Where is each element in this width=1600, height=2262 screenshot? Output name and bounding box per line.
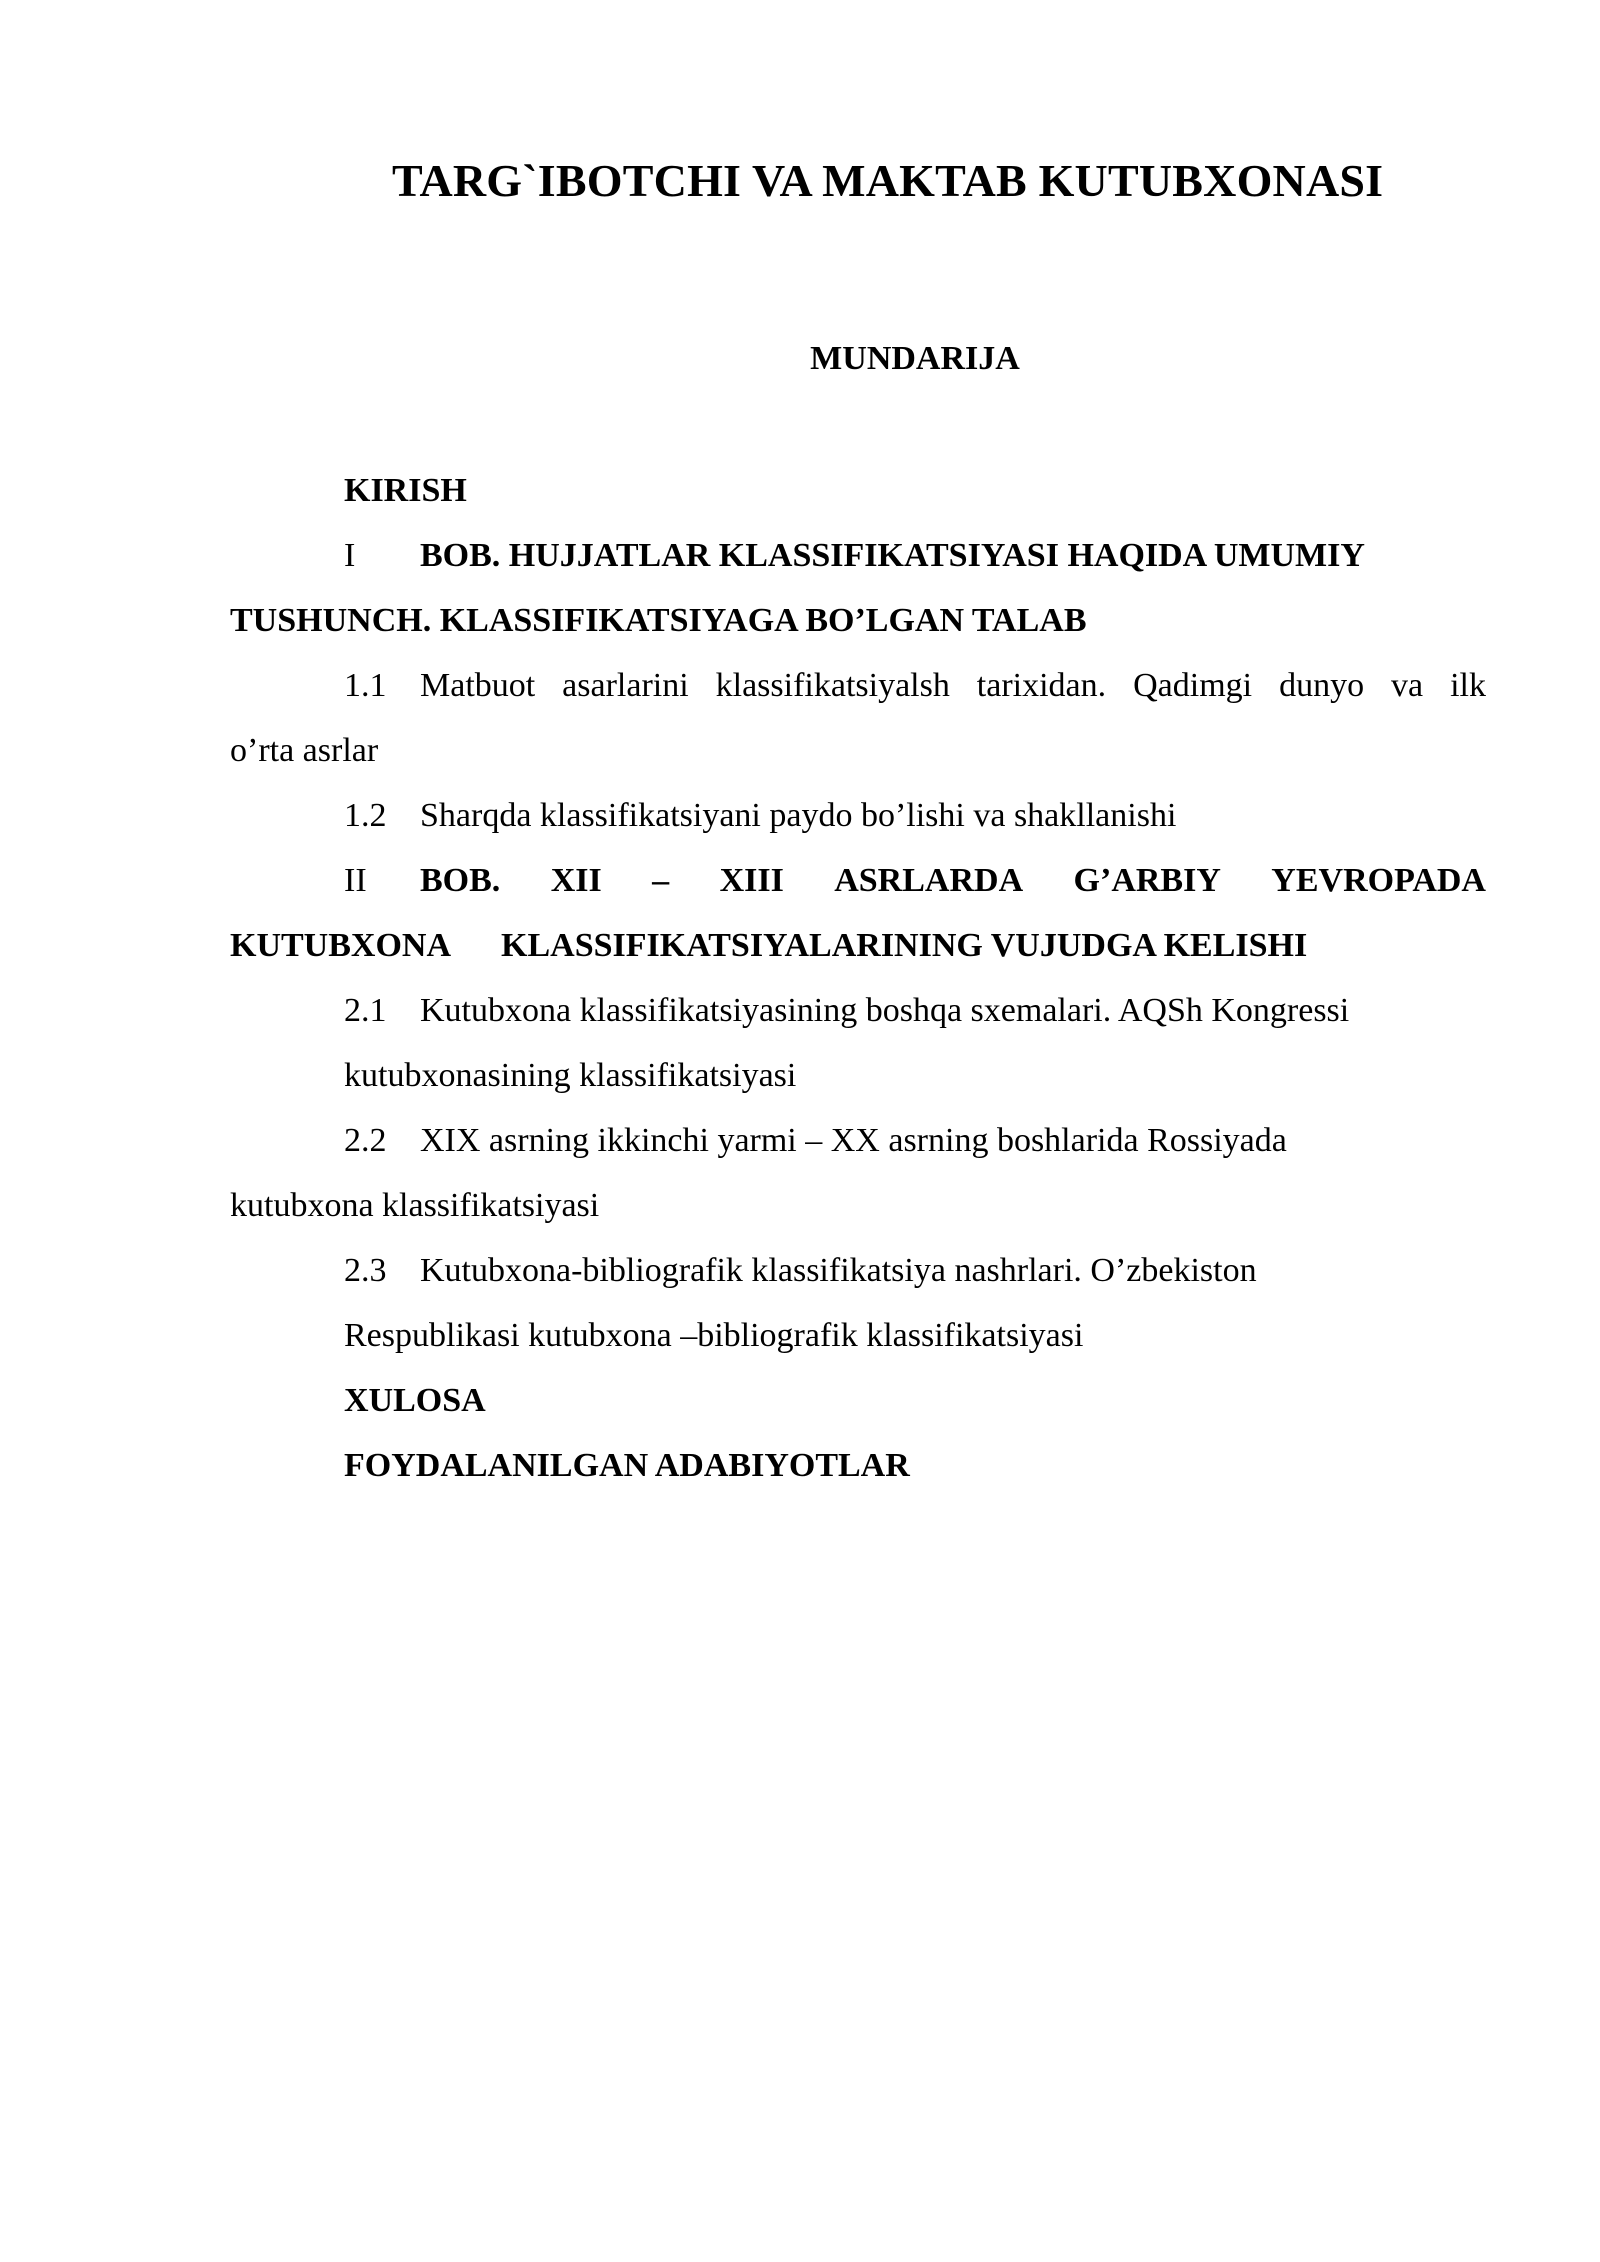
toc-entry-chapter-1 xyxy=(230,523,1486,653)
toc-2-1-title-line-1: Kutubxona klassifikatsiyasining boshqa sxemalari. AQSh Kongressi xyxy=(420,992,1350,1029)
toc-chapter-2-line-1 xyxy=(230,848,1486,913)
toc-2-2-title-line-2: kutubxona klassifikatsiyasi xyxy=(230,1187,600,1224)
toc-entry-2-2 xyxy=(230,1108,1486,1238)
toc-chapter-1-title-line-2: TUSHUNCH. KLASSIFIKATSIYAGA BO’LGAN TALAB xyxy=(230,602,1087,639)
toc-entry-references: FOYDALANILGAN ADABIYOTLAR xyxy=(344,1447,910,1484)
toc-entry-1-2 xyxy=(230,783,1486,848)
toc-1-1-title-line-1: Matbuot asarlarini klassifikatsiyalsh tarixidan. Qadimgi dunyo va ilk xyxy=(420,667,1486,704)
toc-2-3-title-line-2: Respublikasi kutubxona –bibliografik klassifikatsiyasi xyxy=(344,1317,1084,1354)
toc-chapter-1-number: I xyxy=(344,537,356,574)
toc-heading xyxy=(0,338,1600,380)
toc-2-2-number: 2.2 xyxy=(344,1122,387,1159)
toc-2-3-title-line-1: Kutubxona-bibliografik klassifikatsiya nashrlari. O’zbekiston xyxy=(420,1252,1257,1289)
toc-entry-conclusion: XULOSA xyxy=(344,1382,486,1419)
toc-2-2-line-1 xyxy=(230,1108,1486,1173)
toc-entry-2-1 xyxy=(230,978,1486,1108)
toc-entry-chapter-2 xyxy=(230,848,1486,978)
toc-2-1-title-line-2: kutubxonasining klassifikatsiyasi xyxy=(344,1057,797,1094)
toc-1-1-number: 1.1 xyxy=(344,667,387,704)
toc-chapter-2-word-5: ASRLARDA xyxy=(834,862,1024,899)
toc-chapter-2-word-6: G’ARBIY xyxy=(1073,862,1221,899)
toc-chapter-2-word-1: BOB. xyxy=(420,862,501,899)
toc-1-1-title-line-2: o’rta asrlar xyxy=(230,732,379,769)
toc-entry-intro: KIRISH xyxy=(344,472,467,509)
toc-chapter-2-word-7: YEVROPADA xyxy=(1271,862,1486,899)
toc-2-1-line-1 xyxy=(230,978,1486,1043)
toc-chapter-1-title-line-1: BOB. HUJJATLAR KLASSIFIKATSIYASI HAQIDA UMUMIY xyxy=(420,537,1365,574)
toc-chapter-2-line-2-part-2: KLASSIFIKATSIYALARINING VUJUDGA KELISHI xyxy=(501,927,1308,964)
toc-1-2-number: 1.2 xyxy=(344,797,387,834)
toc-heading-text: MUNDARIJA xyxy=(810,340,1020,377)
table-of-contents xyxy=(230,458,1486,1498)
toc-chapter-2-number: II xyxy=(344,862,367,899)
toc-chapter-1-line-1 xyxy=(230,523,1486,588)
toc-2-1-number: 2.1 xyxy=(344,992,387,1029)
toc-1-1-line-1 xyxy=(230,653,1486,718)
toc-chapter-2-line-2-part-1: KUTUBXONA xyxy=(230,927,452,964)
document-title: TARG`IBOTCHI VA MAKTAB KUTUBXONASI xyxy=(392,155,1384,206)
toc-2-3-number: 2.3 xyxy=(344,1252,387,1289)
toc-chapter-2-word-4: XIII xyxy=(719,862,784,899)
toc-2-3-line-1 xyxy=(230,1238,1486,1303)
toc-chapter-2-line-2 xyxy=(230,913,1486,978)
toc-entry-2-3 xyxy=(230,1238,1486,1368)
toc-chapter-2-word-2: XII xyxy=(550,862,602,899)
toc-entry-1-1 xyxy=(230,653,1486,783)
toc-chapter-2-word-3: – xyxy=(652,862,670,899)
toc-2-2-title-line-1: XIX asrning ikkinchi yarmi – XX asrning boshlarida Rossiyada xyxy=(420,1122,1287,1159)
toc-1-2-title: Sharqda klassifikatsiyani paydo bo’lishi va shakllanishi xyxy=(420,797,1177,834)
